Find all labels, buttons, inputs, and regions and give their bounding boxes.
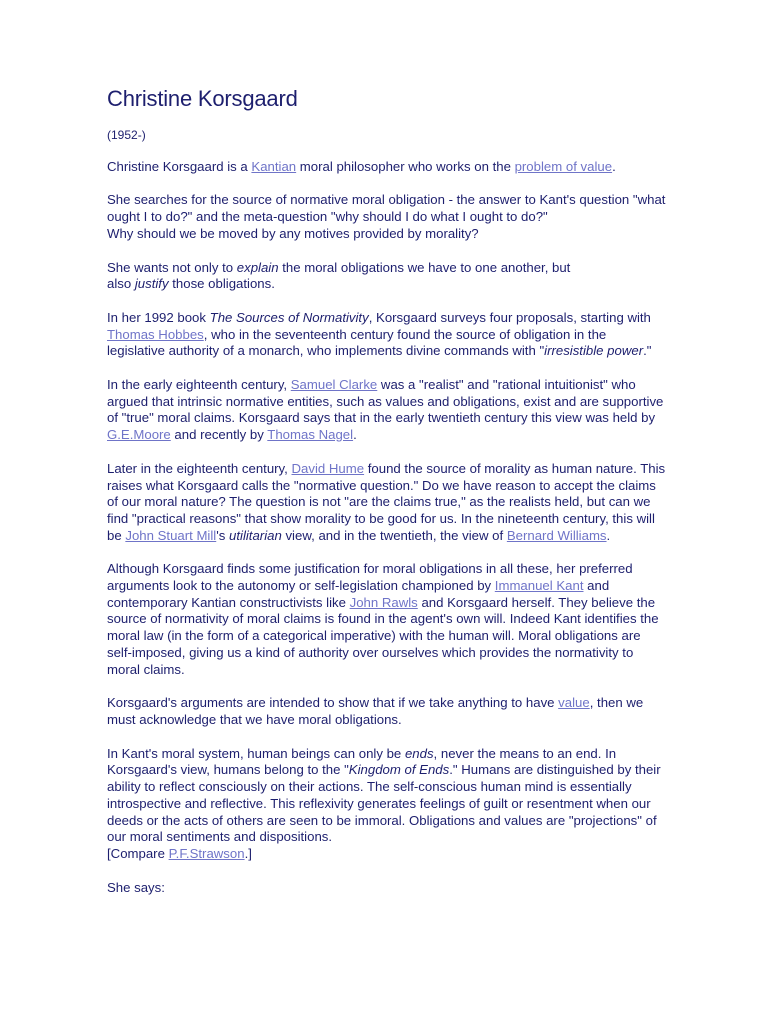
article: [107, 86, 667, 896]
text: Why should we be moved by any motives provided by morality?: [107, 225, 479, 241]
text: and contemporary Kantian constructivists like: [107, 578, 610, 610]
paragraph-normative-obligation: [107, 192, 667, 242]
emphasis-irresistible-power: irresistible power: [544, 343, 644, 359]
link-problem-of-value[interactable]: problem of value: [514, 158, 613, 174]
text: [Compare: [107, 845, 169, 861]
paragraph-explain-justify: [107, 260, 667, 293]
link-david-hume[interactable]: David Hume: [291, 460, 365, 476]
text: In the early eighteenth century,: [107, 377, 291, 393]
emphasis-justify: justify: [134, 276, 169, 292]
text: , never the means to an end. In Korsgaard's view, humans belong to the ": [107, 745, 617, 778]
text: found the source of morality as human nature. This raises what Korsgaard calls the "normative question." Do we have reason to accept the claims of our moral nature? The question is not "are the claims true," as the realists held, but can we find "practical reasons" that show morality to be good for us. In the nineteenth century, this will be: [107, 460, 666, 543]
text: , Korsgaard surveys four proposals, starting with: [368, 309, 651, 325]
text: and recently by: [170, 427, 268, 443]
text: ." Humans are distinguished by their ability to reflect consciously on their actions. The self-conscious human mind is essentially introspective and reflective. This reflexivity generates feelings of guilt or resentment when our deeds or the acts of others are seen to be immoral. Obligations and values are "projections" of our moral sentiments and dispositions.: [107, 762, 661, 845]
book-title: The Sources of Normativity: [209, 309, 369, 325]
paragraph-kantian-autonomy: [107, 561, 667, 678]
emphasis-ends: ends: [404, 745, 434, 761]
text: also: [107, 276, 135, 292]
text: In Kant's moral system, human beings can only be: [107, 745, 405, 761]
text: Although Korsgaard finds some justification for moral obligations in all these, her preferred arguments look to the autonomy or self-legislation championed by: [107, 561, 633, 594]
text: Korsgaard's arguments are intended to show that if we take anything to have: [107, 695, 559, 711]
link-pf-strawson[interactable]: P.F.Strawson: [168, 845, 245, 861]
text: view, and in the twentieth, the view of: [281, 527, 507, 543]
text: was a "realist" and "rational intuitionist" who argued that intrinsic normative entities, such as values and obligations, exist and are supportive of "true" moral claims. Korsgaard says that in the early twentieth century this view was held by: [107, 377, 664, 426]
paragraph-realism: [107, 377, 667, 444]
text: She wants not only to: [107, 259, 237, 275]
paragraph-value: [107, 695, 667, 728]
life-dates: (1952-): [107, 128, 146, 142]
paragraph-intro: [107, 159, 667, 176]
page-title: Christine Korsgaard: [107, 86, 298, 111]
link-john-stuart-mill[interactable]: John Stuart Mill: [125, 527, 217, 543]
link-thomas-hobbes[interactable]: Thomas Hobbes: [107, 326, 204, 342]
emphasis-kingdom-of-ends: Kingdom of Ends: [348, 762, 450, 778]
link-ge-moore[interactable]: G.E.Moore: [107, 427, 171, 443]
text: the moral obligations we have to one another, but: [278, 259, 571, 275]
paragraph-she-says: She says:: [107, 879, 165, 895]
text: , who in the seventeenth century found the source of obligation in the legislative authority of a monarch, who implements divine commands with ": [107, 326, 607, 359]
text: In her 1992 book: [107, 309, 210, 325]
text: .: [606, 527, 611, 543]
link-immanuel-kant[interactable]: Immanuel Kant: [494, 578, 584, 594]
emphasis-explain: explain: [236, 259, 279, 275]
text: 's: [216, 527, 230, 543]
text: moral philosopher who works on the: [296, 158, 515, 174]
text: Later in the eighteenth century,: [107, 460, 292, 476]
link-john-rawls[interactable]: John Rawls: [349, 594, 418, 610]
paragraph-kingdom-of-ends: [107, 746, 667, 863]
text: , then we must acknowledge that we have moral obligations.: [107, 695, 644, 727]
paragraph-sources-of-normativity: [107, 310, 667, 360]
text: .]: [244, 845, 252, 861]
link-thomas-nagel[interactable]: Thomas Nagel: [267, 427, 354, 443]
text: Christine Korsgaard is a: [107, 158, 252, 174]
text: those obligations.: [168, 276, 275, 292]
emphasis-utilitarian: utilitarian: [229, 527, 282, 543]
text: .: [353, 427, 357, 443]
link-bernard-williams[interactable]: Bernard Williams: [506, 527, 607, 543]
paragraph-hume: [107, 461, 667, 545]
text: and Korsgaard herself. They believe the source of normativity of moral claims is found in the agent's own will. Indeed Kant identifies the moral law (in the form of a categorical imperative) with the human will. Moral obligations are self-imposed, giving us a kind of authority over ourselves which provides the normativity to moral claims.: [107, 594, 659, 677]
link-kantian[interactable]: Kantian: [251, 158, 297, 174]
link-samuel-clarke[interactable]: Samuel Clarke: [290, 377, 378, 393]
text: She searches for the source of normative moral obligation - the answer to Kant's question "what ought I to do?" and the meta-question "why should I do what I ought to do?": [107, 192, 666, 225]
text: .": [643, 343, 652, 359]
link-value[interactable]: value: [558, 695, 590, 711]
text: .: [612, 158, 616, 174]
